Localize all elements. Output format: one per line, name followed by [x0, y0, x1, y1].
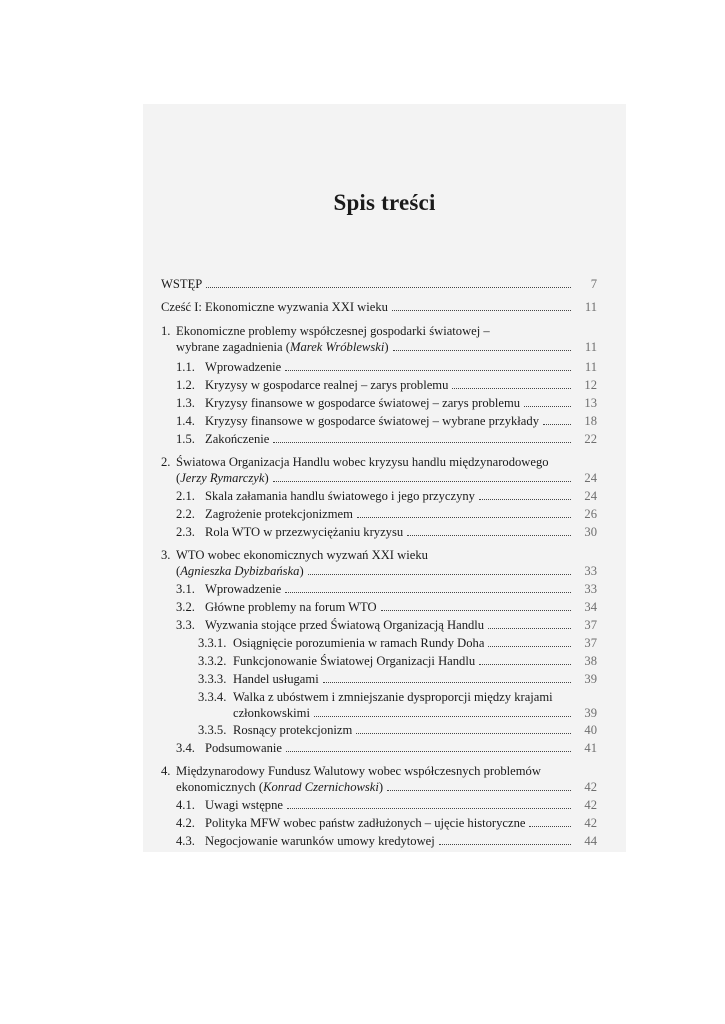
author-paren-open: ( [282, 340, 290, 354]
dot-leader [356, 732, 571, 734]
toc-entry-title-text: WSTĘP [161, 277, 203, 291]
toc-entry-number: 1. [161, 324, 171, 338]
toc-entry-first-line [161, 454, 597, 470]
dot-leader [323, 681, 571, 683]
dot-leader [439, 843, 571, 845]
toc-entry [176, 413, 597, 429]
toc-entry-page-number: 7 [590, 277, 597, 291]
toc-entry-line [161, 339, 597, 355]
toc-entry-line [161, 470, 597, 486]
author-paren-close: ) [299, 564, 304, 578]
toc-entry-page-number: 11 [584, 300, 597, 314]
dot-leader [392, 309, 571, 311]
dot-leader [488, 645, 571, 647]
toc-entry-title [233, 671, 319, 687]
toc-entry-line [161, 779, 597, 795]
toc-entry-title [205, 797, 283, 813]
toc-entry-number: 3.1. [176, 582, 195, 596]
toc-entry-author: Agnieszka Dybizbańska [180, 564, 300, 578]
toc-entry-title-text: Rola WTO w przezwyciężaniu kryzysu [205, 525, 404, 539]
toc-entry-line [176, 740, 597, 756]
toc-entry-number: 1.3. [176, 396, 195, 410]
toc-entry-title-text: Uwagi wstępne [205, 798, 283, 812]
toc-entry-title [233, 705, 310, 721]
dot-leader [287, 807, 571, 809]
toc-entry-number: 2.1. [176, 489, 195, 503]
toc-entry [198, 722, 597, 738]
dot-leader [393, 349, 571, 351]
toc-entry-number: 3.3.3. [198, 672, 227, 686]
toc-entry-title [205, 488, 475, 504]
dot-leader [285, 369, 571, 371]
toc-entry [176, 359, 597, 375]
toc-entry [176, 617, 597, 633]
toc-entry-line [176, 833, 597, 849]
toc-entry-number: 4.3. [176, 834, 195, 848]
toc-entry-page-number: 22 [584, 432, 597, 446]
toc-entry-title-text: ekonomicznych [176, 780, 256, 794]
toc-entry-title-text: Kryzysy finansowe w gospodarce światowej – zarys problemu [205, 396, 521, 410]
toc-entry-page-number: 44 [584, 834, 597, 848]
toc-entry-title [205, 617, 484, 633]
toc-entry-title-text: Skala załamania handlu światowego i jego przyczyny [205, 489, 475, 503]
toc-entry-title [205, 740, 282, 756]
toc-entry [161, 547, 597, 579]
toc-entry-number: 1.1. [176, 360, 195, 374]
toc-entry-first-line [198, 689, 597, 705]
toc-entry-title [205, 359, 281, 375]
toc-entry-title-text: Wprowadzenie [205, 582, 282, 596]
toc-entry-title-text: Główne problemy na forum WTO [205, 600, 377, 614]
toc-entry-title-text: Negocjowanie warunków umowy kredytowej [205, 834, 435, 848]
toc-entry-title-text: Podsumowanie [205, 741, 282, 755]
dot-leader [273, 441, 571, 443]
toc-entry-line [176, 377, 597, 393]
dot-leader [479, 498, 571, 500]
toc-entry-title-text: Polityka MFW wobec państw zadłużonych – ujęcie historyczne [205, 816, 526, 830]
toc-entry [176, 815, 597, 831]
toc-entry-title [205, 413, 539, 429]
toc-entry-line [198, 671, 597, 687]
toc-entry-number: 2. [161, 455, 171, 469]
toc-entry-first-line [161, 763, 597, 779]
dot-leader [407, 534, 571, 536]
dot-leader [479, 663, 571, 665]
toc-entry-title-line: Ekonomiczne problemy współczesnej gospodarki światowej – [176, 324, 490, 338]
toc-entry-line [176, 413, 597, 429]
toc-entry-title [176, 339, 389, 355]
toc-entry-title-text: Funkcjonowanie Światowej Organizacji Handlu [233, 654, 476, 668]
toc-entry-title-text: wybrane zagadnienia [176, 340, 283, 354]
toc-entry-title-text: Wyzwania stojące przed Światową Organizacją Handlu [205, 618, 485, 632]
author-paren-open: ( [255, 780, 264, 794]
toc-entry [176, 506, 597, 522]
dot-leader [308, 573, 571, 575]
toc-entry-number: 4. [161, 764, 171, 778]
toc-entry-page-number: 24 [584, 471, 597, 485]
toc-entry-page-number: 37 [584, 636, 597, 650]
toc-entry-title-line: Walka z ubóstwem i zmniejszanie dysproporcji między krajami [233, 690, 553, 704]
page-title: Spis treści [333, 190, 436, 215]
toc-entry [176, 833, 597, 849]
toc-entry-title [176, 470, 269, 486]
toc-entry [198, 689, 597, 721]
toc-entry-page-number: 40 [584, 723, 597, 737]
dot-leader [488, 627, 571, 629]
toc-entry-title [205, 524, 403, 540]
toc-entry-title [205, 395, 520, 411]
toc-entry-number: 4.1. [176, 798, 195, 812]
toc-entry-line [176, 506, 597, 522]
toc-entry [176, 524, 597, 540]
toc-entry-page-number: 30 [584, 525, 597, 539]
toc-entry-page-number: 13 [584, 396, 597, 410]
toc-entry-title [205, 581, 281, 597]
toc-entry-line [176, 431, 597, 447]
toc-entry-title [233, 653, 475, 669]
toc-entry-number: 1.5. [176, 432, 195, 446]
toc-entry [198, 653, 597, 669]
dot-leader [285, 591, 571, 593]
toc-entry [176, 797, 597, 813]
toc-entry-number: 4.2. [176, 816, 195, 830]
toc-entry-line [161, 276, 597, 292]
toc-entry [176, 395, 597, 411]
toc-entry-title-text: Zakończenie [205, 432, 270, 446]
toc-entry-line [198, 722, 597, 738]
toc-entry-title-text: Handel usługami [233, 672, 319, 686]
toc-entry-title [205, 599, 377, 615]
book-page [143, 104, 626, 852]
toc-entry-page-number: 26 [584, 507, 597, 521]
toc-entry-page-number: 33 [584, 564, 597, 578]
author-paren-open: ( [176, 564, 181, 578]
toc-entry-title [205, 431, 269, 447]
toc-entry [176, 581, 597, 597]
toc-entry-title-text: Zagrożenie protekcjonizmem [205, 507, 353, 521]
toc-entry-number: 3.3.2. [198, 654, 227, 668]
toc-entry-page-number: 11 [584, 360, 597, 374]
toc-entry-title-line: Międzynarodowy Fundusz Walutowy wobec współczesnych problemów [176, 764, 541, 778]
toc-entry-line [176, 395, 597, 411]
toc-entry [176, 488, 597, 504]
toc-entry-page-number: 39 [584, 706, 597, 720]
toc-entry-number: 3.3.4. [198, 690, 227, 704]
toc-entry-page-number: 18 [584, 414, 597, 428]
toc-entry-number: 2.3. [176, 525, 195, 539]
toc-entry-number: 3.4. [176, 741, 195, 755]
toc-entry-author: Jerzy Rymarczyk [180, 471, 265, 485]
toc-entry-line [176, 815, 597, 831]
toc-entry [176, 377, 597, 393]
toc-entry [176, 431, 597, 447]
toc-entry-line [176, 581, 597, 597]
toc-entry-line [198, 635, 597, 651]
toc-entry-title [161, 299, 388, 315]
toc-entry-line [176, 599, 597, 615]
toc-entry-title [205, 833, 435, 849]
toc-entry-number: 3.3. [176, 618, 195, 632]
toc-entry-title-text: Rosnący protekcjonizm [233, 723, 353, 737]
toc-entry-title-line: Światowa Organizacja Handlu wobec kryzysu handlu międzynarodowego [176, 455, 549, 469]
toc-entry-page-number: 42 [584, 780, 597, 794]
toc-entry-title-text: Osiągnięcie porozumienia w ramach Rundy Doha [233, 636, 485, 650]
author-paren-close: ) [264, 471, 269, 485]
toc-entry [161, 763, 597, 795]
toc-entry-title [233, 635, 484, 651]
toc-entry-number: 1.4. [176, 414, 195, 428]
dot-leader [206, 286, 571, 288]
toc-entry-line [176, 617, 597, 633]
dot-leader [452, 387, 571, 389]
toc-entry-first-line [161, 547, 597, 563]
toc-entry-page-number: 42 [584, 798, 597, 812]
toc-entry-number: 3.3.1. [198, 636, 227, 650]
toc-entry-number: 1.2. [176, 378, 195, 392]
author-paren-close: ) [384, 340, 389, 354]
author-paren-close: ) [378, 780, 384, 794]
toc-entry-title [176, 779, 383, 795]
toc-entry-line [161, 563, 597, 579]
toc-entry-title-text: Kryzysy finansowe w gospodarce światowej – wybrane przykłady [205, 414, 539, 428]
dot-leader [524, 405, 571, 407]
toc-entry [198, 635, 597, 651]
toc-entry-line [198, 705, 597, 721]
toc-entry [198, 671, 597, 687]
toc-entry-title-line: WTO wobec ekonomicznych wyzwań XXI wieku [176, 548, 428, 562]
toc-entry-number: 2.2. [176, 507, 195, 521]
toc-entry-number: 3. [161, 548, 171, 562]
toc-entry-title [205, 377, 448, 393]
dot-leader [286, 750, 571, 752]
dot-leader [529, 825, 571, 827]
toc-entry [161, 323, 597, 355]
toc-entry-page-number: 12 [584, 378, 597, 392]
toc-entry-number: 3.3.5. [198, 723, 227, 737]
toc-entry-line [161, 299, 597, 315]
toc-entry-page-number: 24 [584, 489, 597, 503]
toc-entry-page-number: 39 [584, 672, 597, 686]
toc-entry-page-number: 41 [584, 741, 597, 755]
author-paren-open: ( [176, 471, 181, 485]
toc-entry-title [176, 563, 304, 579]
toc-entry-number: 3.2. [176, 600, 195, 614]
toc-entry [161, 454, 597, 486]
toc-entry-title [233, 722, 352, 738]
toc-entry-page-number: 37 [584, 618, 597, 632]
toc-entry-page-number: 34 [584, 600, 597, 614]
toc-entry-title-text: Wprowadzenie [205, 360, 282, 374]
dot-leader [387, 789, 571, 791]
toc-entry-title-text: Kryzysy w gospodarce realnej – zarys problemu [205, 378, 449, 392]
toc-entry-line [176, 524, 597, 540]
toc-entry-title [161, 276, 202, 292]
dot-leader [273, 480, 571, 482]
toc-entry-title [205, 815, 525, 831]
toc-entry-author: Marek Wróblewski [290, 340, 385, 354]
toc-entry-line [176, 797, 597, 813]
toc-entry-title-text: Cześć I: Ekonomiczne wyzwania XXI wieku [161, 300, 388, 314]
toc-entry-author: Konrad Czernichowski [263, 780, 379, 794]
dot-leader [314, 715, 571, 717]
toc-entry-page-number: 11 [584, 340, 597, 354]
toc-entry-line [176, 488, 597, 504]
toc-entry-line [176, 359, 597, 375]
toc-entry [176, 599, 597, 615]
toc-entry [161, 276, 597, 292]
toc-entry-line [198, 653, 597, 669]
toc-entry-page-number: 38 [584, 654, 597, 668]
toc-entry [176, 740, 597, 756]
toc-entry [161, 299, 597, 315]
toc-entry-page-number: 33 [584, 582, 597, 596]
dot-leader [357, 516, 571, 518]
dot-leader [543, 423, 571, 425]
toc-entry-title-text: członkowskimi [233, 706, 310, 720]
toc-entry-page-number: 42 [584, 816, 597, 830]
dot-leader [381, 609, 571, 611]
toc-entry-title [205, 506, 353, 522]
toc-entry-first-line [161, 323, 597, 339]
